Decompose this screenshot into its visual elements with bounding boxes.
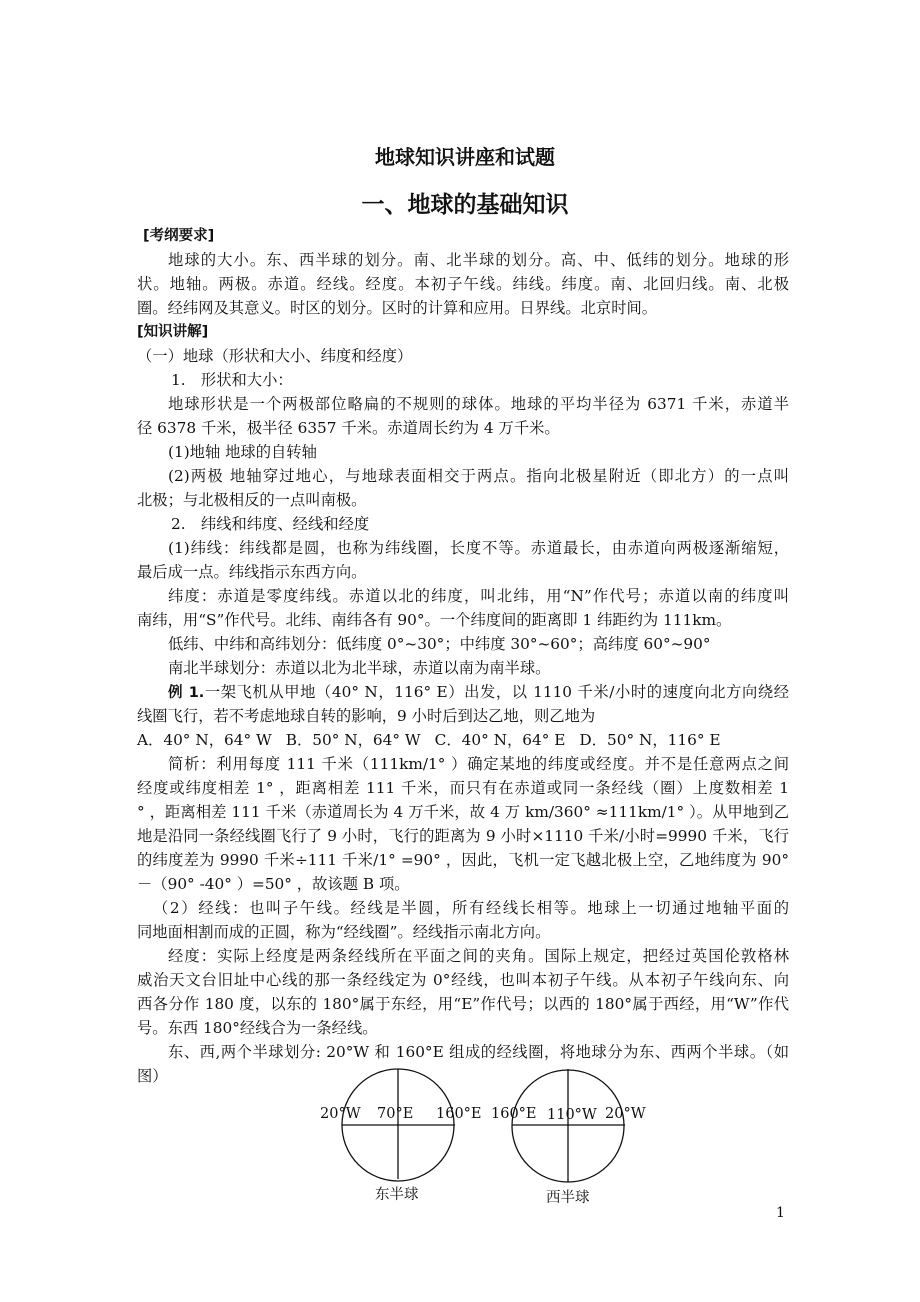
analysis-line: 地是沿同一条经线圈飞行了 9 小时，飞行的距离为 9 小时×1110 千米/小时=9990 千米，飞行 xyxy=(137,827,789,845)
east-hemisphere-figure xyxy=(320,1069,482,1203)
item2-heading: 2. 纬线和纬度、经线和经度 xyxy=(171,515,370,533)
parallel-line: 最后成一点。纬线指示东西方向。 xyxy=(137,563,367,581)
meridian-line: 同地面相割而成的正圆，称为“经线圈”。经线指示南北方向。 xyxy=(137,923,551,941)
meridian-line: （2）经线：也叫子午线。经线是半圆，所有经线长相等。地球上一切通过地轴平面的 xyxy=(153,899,789,917)
option-c: C．40° N，64° E xyxy=(434,731,566,749)
example1-text: 一架飞机从甲地（40° N，116° E）出发，以 1110 千米/小时的速度向北方向绕经 xyxy=(204,683,789,701)
option-d: D．50° N，116° E xyxy=(579,731,721,749)
west-right-label: 20°W xyxy=(605,1106,646,1122)
analysis-line: 的纬度差为 9990 千米÷111 千米/1° =90° ，因此，飞机一定飞越北极上空，乙地纬度为 90° xyxy=(137,851,789,869)
syllabus-line: 圈。经纬网及其意义。时区的划分。区时的计算和应用。日界线。北京时间。 xyxy=(137,299,658,317)
example1-label: 例 1. xyxy=(168,685,205,701)
west-caption: 西半球 xyxy=(546,1190,590,1206)
analysis-line: 经度或纬度相差 1° ，距离相差 111 千米，而只有在赤道或同一条经线（圈）上度数相差 1 xyxy=(137,779,789,797)
longitude-line: 号。东西 180°经线合为一条经线。 xyxy=(137,1019,378,1037)
section-title: 一、地球的基础知识 xyxy=(361,192,569,218)
axis-line: (1)地轴 地球的自转轴 xyxy=(168,443,317,461)
analysis-line: 简析：利用每度 111 千米（111km/1° ）确定某地的纬度或经度。并不是任意两点之间 xyxy=(168,755,789,773)
longitude-line: 西各分作 180 度，以东的 180°属于东经，用“E”作代号；以西的 180°属于西经，用“W”作代 xyxy=(137,995,789,1013)
latitude-line: 纬度：赤道是零度纬线。赤道以北的纬度，叫北纬，用“N”作代号；赤道以南的纬度叫 xyxy=(168,587,789,605)
west-left-label: 160°E xyxy=(491,1106,537,1122)
knowledge-heading: [知识讲解] xyxy=(137,324,209,340)
analysis-line: －（90° -40° ）=50° ，故该题 B 项。 xyxy=(137,875,410,893)
longitude-line: 威治天文台旧址中心线的那一条经线定为 0°经线，也叫本初子午线。从本初子午线向东、向 xyxy=(137,971,789,989)
option-a: A．40° N，64° W xyxy=(137,731,272,749)
ew-hemispheres-line: 图） xyxy=(137,1067,168,1085)
parallel-line: (1)纬线：纬线都是圆，也称为纬线圈，长度不等。赤道最长，由赤道向两极逐渐缩短， xyxy=(168,539,789,557)
west-center-label: 110°W xyxy=(547,1107,597,1123)
west-hemisphere-figure xyxy=(491,1069,646,1206)
document-body xyxy=(137,224,789,1088)
shape-line: 径 6378 千米，极半径 6357 千米。赤道周长约为 4 万千米。 xyxy=(137,419,560,437)
example1-options xyxy=(137,728,789,752)
syllabus-line: 状。地轴。两极。赤道。经线。经度。本初子午线。纬线。纬度。南、北回归线。南、北极 xyxy=(137,275,789,293)
latitude-zones: 低纬、中纬和高纬划分：低纬度 0°~30°；中纬度 30°~60°；高纬度 60°~90° xyxy=(168,635,711,653)
syllabus-line: 地球的大小。东、西半球的划分。南、北半球的划分。高、中、低纬的划分。地球的形 xyxy=(168,251,789,269)
shape-line: 地球形状是一个两极部位略扁的不规则的球体。地球的平均半径为 6371 千米，赤道半 xyxy=(168,395,789,413)
ns-hemispheres: 南北半球划分：赤道以北为北半球，赤道以南为南半球。 xyxy=(168,659,551,677)
page-number: 1 xyxy=(776,1205,785,1221)
item1-heading: 1. 形状和大小： xyxy=(171,371,293,389)
ew-hemispheres-line: 东、西,两个半球划分: 20°W 和 160°E 组成的经线圈，将地球分为东、西两个半球。（如 xyxy=(168,1043,789,1061)
example1-line xyxy=(137,680,789,704)
east-right-label: 160°E xyxy=(436,1106,482,1122)
hemispheres-diagram xyxy=(300,1060,670,1220)
analysis-line: ° ，距离相差 111 千米（赤道周长为 4 万千米，故 4 万 km/360° ≈111km/1° ）。从甲地到乙 xyxy=(137,803,789,821)
latitude-line: 南纬，用“S”作代号。北纬、南纬各有 90°。一个纬度间的距离即 1 纬距约为 111km。 xyxy=(137,611,732,629)
poles-line: (2)两极 地轴穿过地心，与地球表面相交于两点。指向北极星附近（即北方）的一点叫 xyxy=(168,467,789,485)
east-center-label: 70°E xyxy=(377,1106,414,1122)
east-caption: 东半球 xyxy=(375,1187,419,1203)
document-title: 地球知识讲座和试题 xyxy=(375,145,555,169)
longitude-line: 经度：实际上经度是两条经线所在平面之间的夹角。国际上规定，把经过英国伦敦格林 xyxy=(168,947,789,965)
east-left-label: 20°W xyxy=(320,1106,361,1122)
example1-line: 线圈飞行，若不考虑地球自转的影响，9 小时后到达乙地，则乙地为 xyxy=(137,707,596,725)
poles-line: 北极；与北极相反的一点叫南极。 xyxy=(137,491,367,509)
option-b: B．50° N，64° W xyxy=(285,731,421,749)
syllabus-heading: [考纲要求] xyxy=(143,228,215,244)
part1-heading: （一）地球（形状和大小、纬度和经度） xyxy=(137,347,413,365)
